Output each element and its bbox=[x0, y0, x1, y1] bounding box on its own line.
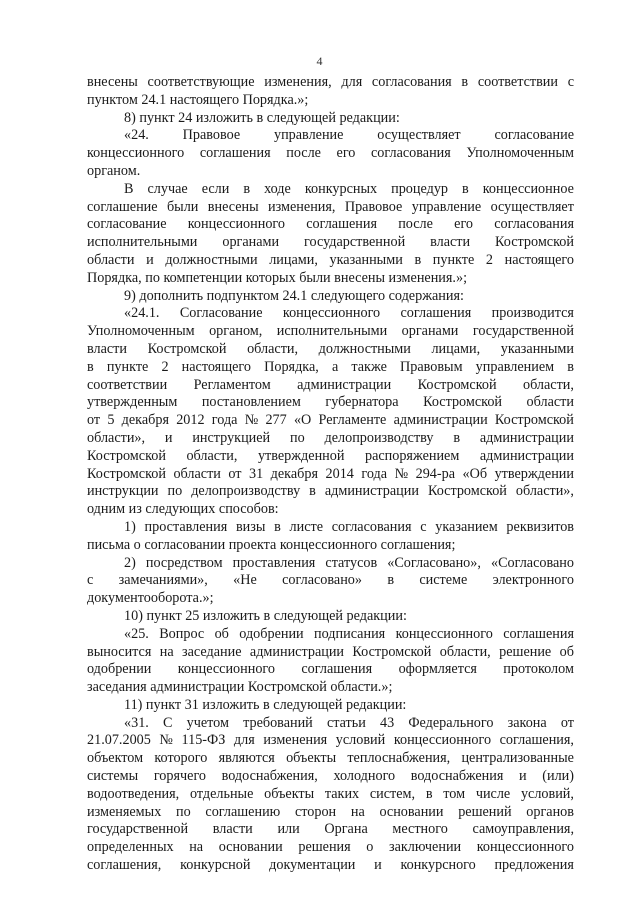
text-line: «24.1. Согласование концессионного соглашения производится bbox=[124, 305, 574, 322]
paragraph-p1 bbox=[87, 74, 574, 110]
document-body bbox=[87, 74, 574, 875]
text-line: внесены соответствующие изменения, для согласования в соответствии с bbox=[87, 74, 574, 90]
text-line: исполнительными органами государственной власти Костромской bbox=[87, 234, 574, 251]
paragraph-p-25 bbox=[87, 626, 574, 697]
text-line: изменяемых по соглашению сторон на основании решений органов bbox=[87, 803, 574, 820]
text-line: 11) пункт 31 изложить в следующей редакции: bbox=[124, 696, 407, 713]
text-line: соглашение были внесены изменения, Правовое управление осуществляет bbox=[87, 198, 574, 215]
text-line: Уполномоченным органом, исполнительными органами государственной bbox=[87, 323, 574, 340]
text-line: соглашения, конкурсной документации и конкурсного предложения bbox=[87, 857, 574, 874]
text-line: одобрении концессионного соглашения оформляется протоколом bbox=[87, 661, 574, 678]
text-line: области», и инструкцией по делопроизводству в администрации bbox=[87, 429, 574, 446]
text-line: водоотведения, отдельные объекты таких систем, в том числе условий, bbox=[87, 785, 574, 802]
text-line: власти Костромской области, должностными лицами, указанными bbox=[87, 340, 574, 357]
text-line: 21.07.2005 № 115-ФЗ для изменения условий концессионного соглашения, bbox=[87, 732, 574, 749]
text-line: определенных на основании решения о заключении концессионного bbox=[87, 839, 574, 856]
text-line: пунктом 24.1 настоящего Порядка.»; bbox=[87, 91, 309, 108]
paragraph-p-24-1 bbox=[87, 305, 574, 519]
text-line: согласование концессионного соглашения после его согласования bbox=[87, 216, 574, 233]
page-number: 4 bbox=[316, 54, 323, 68]
text-line: концессионного соглашения после его согласования Уполномоченным bbox=[87, 145, 574, 162]
text-line: заседания администрации Костромской области.»; bbox=[87, 679, 393, 696]
paragraph-item-9 bbox=[87, 288, 574, 306]
paragraph-p-31 bbox=[87, 715, 574, 875]
text-line: «25. Вопрос об одобрении подписания концессионного соглашения bbox=[124, 625, 574, 642]
text-line: утвержденным постановлением губернатора Костромской области bbox=[87, 394, 574, 411]
text-line: «31. С учетом требований статьи 43 Федерального закона от bbox=[124, 714, 574, 731]
text-line: в пункте 2 настоящего Порядка, а также Правовым управлением в bbox=[87, 358, 574, 375]
text-line: одним из следующих способов: bbox=[87, 501, 279, 518]
paragraph-p-24 bbox=[87, 127, 574, 180]
text-line: органом. bbox=[87, 162, 141, 179]
text-line: государственной власти или Органа местного самоуправления, bbox=[87, 821, 574, 838]
paragraph-p-24-2 bbox=[87, 181, 574, 288]
text-line: объектом которого являются объекты теплоснабжения, централизованные bbox=[87, 750, 574, 767]
text-line: 10) пункт 25 изложить в следующей редакции: bbox=[124, 607, 407, 624]
text-line: с замечаниями», «Не согласовано» в системе электронного bbox=[87, 572, 574, 589]
text-line: Костромской области, утвержденной распоряжением администрации bbox=[87, 447, 574, 464]
text-line: Порядка, по компетенции которых были внесены изменения.»; bbox=[87, 269, 468, 286]
text-line: выносится на заседание администрации Костромской области, решение об bbox=[87, 643, 574, 660]
text-line: документооборота.»; bbox=[87, 590, 214, 607]
paragraph-item-11 bbox=[87, 697, 574, 715]
paragraph-sub-1 bbox=[87, 519, 574, 555]
text-line: Костромской области от 31 декабря 2014 года № 294-ра «Об утверждении bbox=[87, 465, 574, 482]
paragraph-item-8 bbox=[87, 110, 574, 128]
text-line: 1) проставления визы в листе согласования с указанием реквизитов bbox=[124, 518, 574, 535]
text-line: 8) пункт 24 изложить в следующей редакции: bbox=[124, 109, 400, 126]
text-line: 9) дополнить подпунктом 24.1 следующего содержания: bbox=[124, 287, 464, 304]
text-line: 2) посредством проставления статусов «Согласовано», «Согласовано bbox=[124, 554, 574, 571]
text-line: соответствии Регламентом администрации Костромской области, bbox=[87, 376, 574, 393]
text-line: инструкции по делопроизводству в администрации Костромской области», bbox=[87, 483, 574, 500]
text-line: «24. Правовое управление осуществляет согласование bbox=[124, 127, 574, 144]
paragraph-item-10 bbox=[87, 608, 574, 626]
text-line: письма о согласовании проекта концессионного соглашения; bbox=[87, 536, 456, 553]
text-line: от 5 декабря 2012 года № 277 «О Регламенте администрации Костромской bbox=[87, 412, 574, 429]
text-line: системы горячего водоснабжения, холодного водоснабжения и (или) bbox=[87, 768, 574, 785]
text-line: области и должностными лицами, указанными в пункте 2 настоящего bbox=[87, 251, 574, 268]
paragraph-sub-2 bbox=[87, 555, 574, 608]
text-line: В случае если в ходе конкурсных процедур в концессионное bbox=[124, 180, 574, 197]
